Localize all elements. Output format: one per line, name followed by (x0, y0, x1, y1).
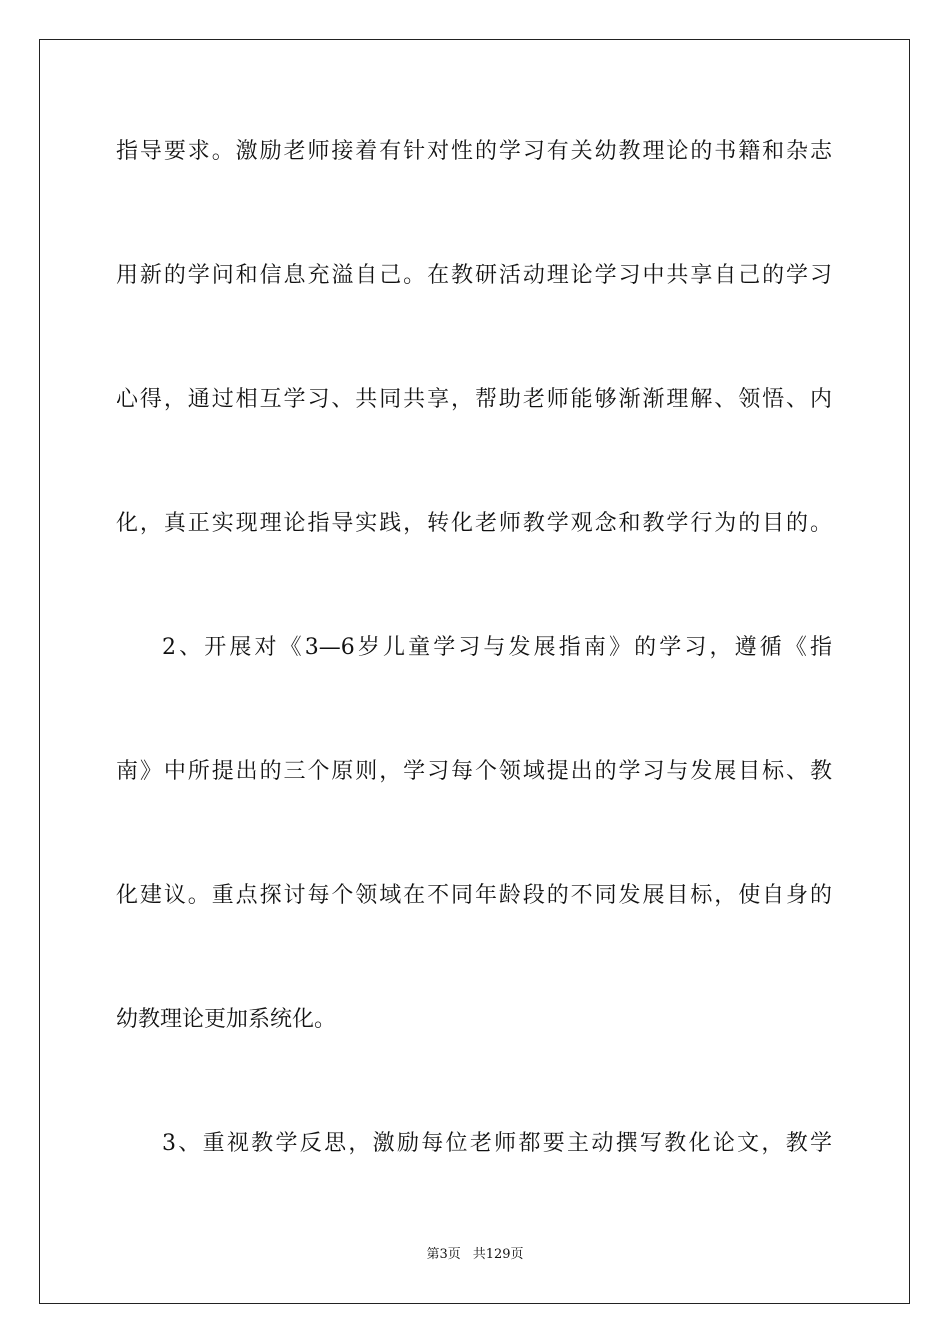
page-total: 共129页 (472, 1247, 524, 1262)
paragraph-line: 心得，通过相互学习、共同共享，帮助老师能够渐渐理解、领悟、内 (116, 387, 832, 412)
paragraph-line: 幼教理论更加系统化。 (116, 1007, 337, 1032)
paragraph-line: 3、重视教学反思，激励每位老师都要主动撰写教化论文，教学 (162, 1131, 832, 1156)
page-border (39, 39, 910, 1304)
paragraph-line: 化建议。重点探讨每个领域在不同年龄段的不同发展目标，使自身的 (116, 883, 832, 908)
page-footer (0, 1246, 950, 1264)
paragraph-line: 用新的学问和信息充溢自己。在教研活动理论学习中共享自己的学习 (116, 263, 832, 288)
paragraph-line: 指导要求。激励老师接着有针对性的学习有关幼教理论的书籍和杂志 (116, 139, 832, 164)
paragraph-line: 2、开展对《3—6岁儿童学习与发展指南》的学习，遵循《指 (162, 635, 832, 660)
paragraph-line: 化，真正实现理论指导实践，转化老师教学观念和教学行为的目的。 (116, 511, 832, 536)
page-number: 第3页 (426, 1247, 461, 1262)
paragraph-line: 南》中所提出的三个原则，学习每个领域提出的学习与发展目标、教 (116, 759, 832, 784)
